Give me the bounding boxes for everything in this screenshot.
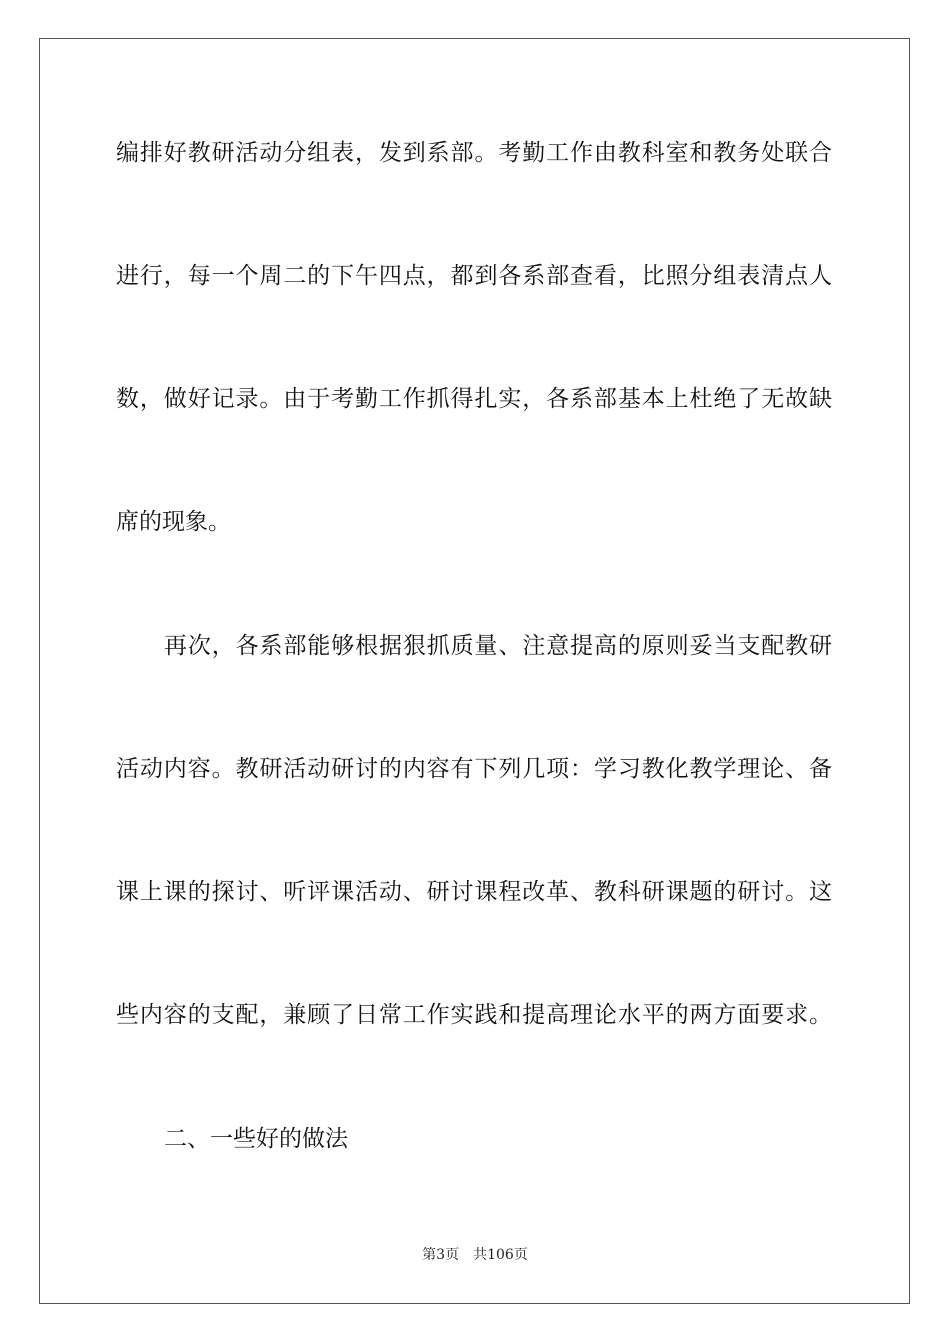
paragraph-line-8: 些内容的支配，兼顾了日常工作实践和提高理论水平的两方面要求。 [116,1002,832,1028]
paragraph-line-1: 编排好教研活动分组表，发到系部。考勤工作由教科室和教务处联合 [116,140,832,166]
page-footer [0,1246,950,1264]
paragraph-line-6: 活动内容。教研活动研讨的内容有下列几项：学习教化教学理论、备 [116,756,832,782]
paragraph-line-7: 课上课的探讨、听评课活动、研讨课程改革、教科研课题的研讨。这 [116,879,832,905]
page-number: 第3页 [422,1247,460,1263]
paragraph-line-4: 席的现象。 [116,509,231,535]
section-heading: 二、一些好的做法 [164,1126,348,1152]
paragraph-line-5: 再次，各系部能够根据狠抓质量、注意提高的原则妥当支配教研 [164,633,832,659]
paragraph-line-2: 进行，每一个周二的下午四点，都到各系部查看，比照分组表清点人 [116,263,832,289]
paragraph-line-3: 数，做好记录。由于考勤工作抓得扎实，各系部基本上杜绝了无故缺 [116,386,832,412]
total-pages: 共106页 [473,1247,528,1263]
page-border [39,38,910,1304]
